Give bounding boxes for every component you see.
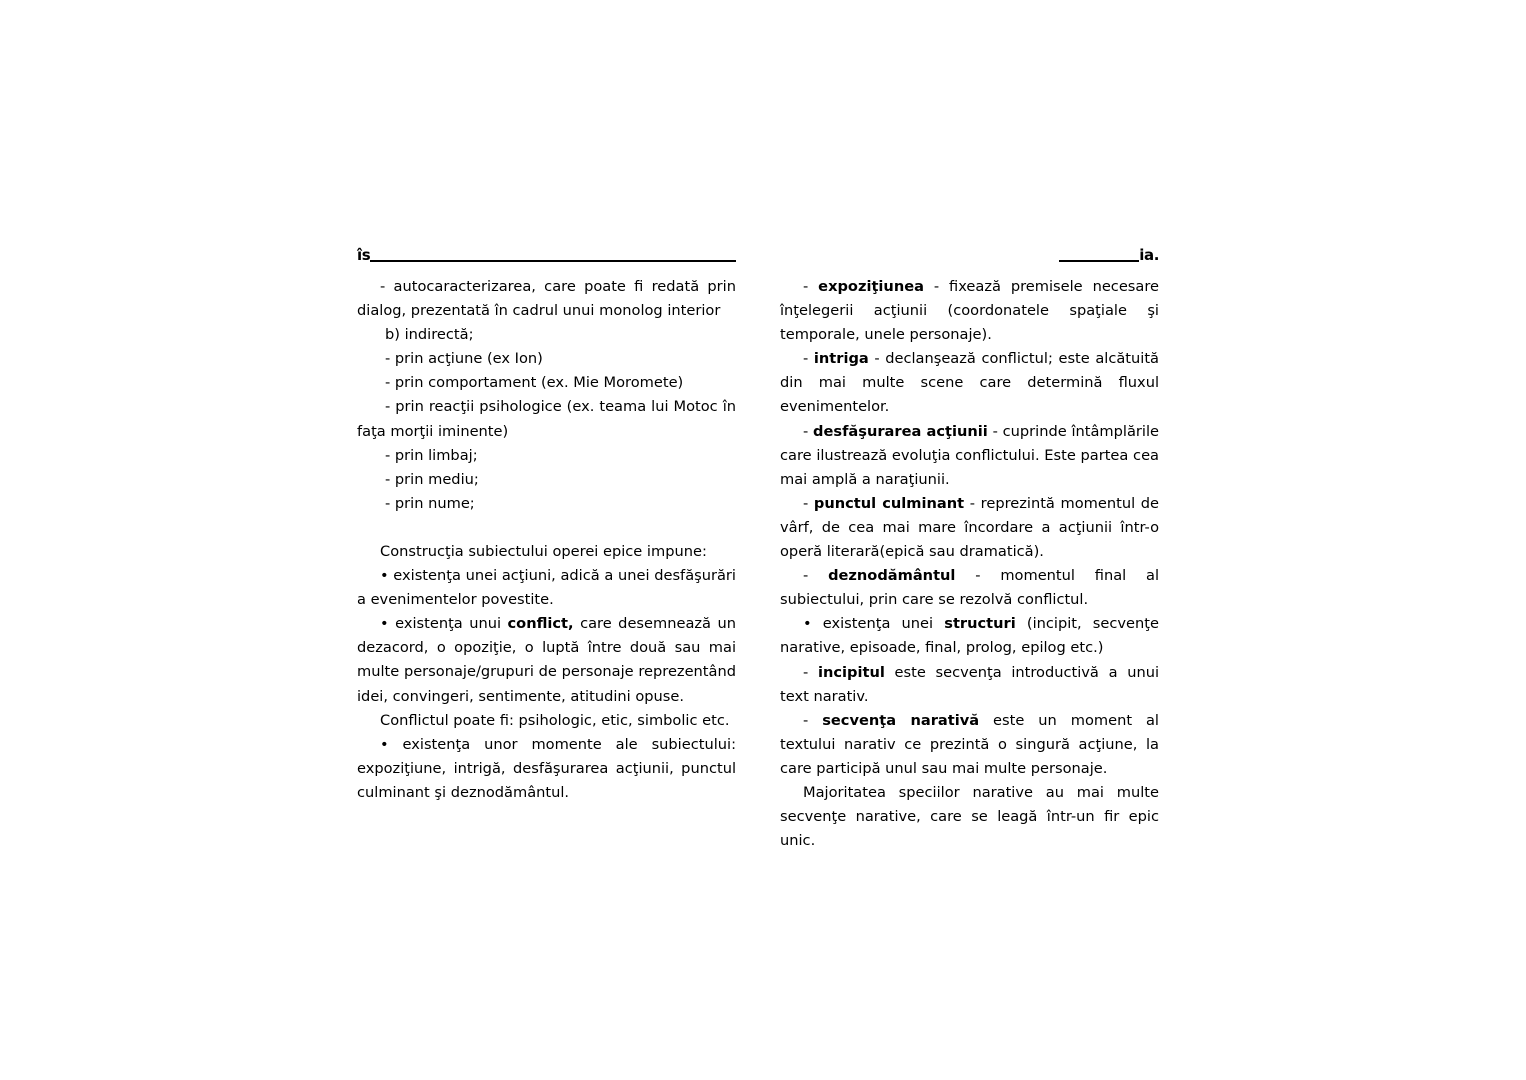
list-item-text: - prin acţiune (ex Ion) (385, 350, 543, 368)
running-head-right-text: ia. (1139, 246, 1159, 264)
running-head-left-text: îs (357, 246, 371, 264)
paragraph (357, 275, 736, 323)
dash-marker: - (803, 711, 823, 729)
term-punctul-culminant: punctul culminant (813, 494, 965, 512)
emphasis-conflict: conflict, (507, 615, 574, 633)
definition-text: - fixează premisele necesare înţelegerii acţiunii (coordonatele spaţiale şi temporale, unele personaje). (780, 278, 1159, 344)
dash-marker: - (803, 422, 814, 440)
text-column-left (357, 275, 736, 805)
definition-text: - declanşează conflictul; este alcătuită din mai multe scene care determină fluxul evenimentelor. (780, 350, 1159, 416)
list-item-text: - prin nume; (385, 494, 475, 512)
running-head-left (357, 248, 736, 263)
dash-marker: - (803, 278, 819, 295)
paragraph (357, 540, 736, 564)
list-item (357, 492, 736, 516)
dash-marker: - (803, 663, 818, 681)
running-head-right-rule (1059, 260, 1139, 262)
definition-text: - momentul final al subiectului, prin care se rezolvă conflictul. (780, 567, 1160, 609)
definition-text: este secvenţa introductivă a unui text narativ. (780, 663, 1160, 705)
definition-item (780, 709, 1159, 781)
paragraph (780, 781, 1159, 853)
running-head-right (1059, 248, 1159, 263)
list-item (357, 323, 736, 347)
bullet-item-text: • existenţa unei acţiuni, adică a unei desfăşurări a evenimentelor povestite. (357, 567, 736, 609)
list-item-text: - prin mediu; (385, 470, 479, 488)
list-item-text: - prin reacţii psihologice (ex. teama lui Motoc în faţa morţii iminente) (357, 398, 736, 440)
paragraph-text: Majoritatea speciilor narative au mai multe secvenţe narative, care se leagă într-un fir epic unic. (780, 783, 1159, 850)
paragraph (357, 709, 736, 733)
dash-marker: - (803, 567, 829, 585)
term-secventa-narativa: secvenţa narativă (822, 711, 980, 729)
paragraph-text: Construcţia subiectului operei epice impune: (380, 542, 707, 560)
term-structuri: structuri (944, 615, 1016, 633)
list-item-text: - prin comportament (ex. Mie Moromete) (385, 374, 684, 392)
running-head-left-rule (370, 260, 736, 262)
list-item (357, 371, 736, 395)
bullet-item-text: • existenţa unor momente ale subiectului: expoziţiune, intrigă, desfăşurarea acţiunii, punctul culminant şi deznodământul. (357, 735, 736, 801)
term-desfasurarea-actiunii: desfăşurarea acţiunii (813, 422, 988, 440)
bullet-item (357, 612, 736, 708)
bullet-item (780, 612, 1159, 660)
list-item (357, 444, 736, 468)
definition-item (780, 564, 1159, 612)
definition-text: - reprezintă momentul de vârf, de cea mai mare încordare a acţiunii într-o operă literară(epică sau dramatică). (780, 494, 1160, 561)
term-expozitiunea: expoziţiunea (818, 278, 924, 295)
list-item (357, 395, 736, 443)
list-item (357, 347, 736, 371)
paragraph-text: - autocaracterizarea, care poate fi redată prin dialog, prezentată în cadrul unui monolog interior (357, 278, 736, 320)
bullet-item-text-cont: care desemnează un dezacord, o opoziţie, o luptă între două sau mai multe personaje/grupuri de personaje reprezentând idei, convingeri, sentimente, atitudini opuse. (357, 615, 736, 705)
definition-item (780, 275, 1159, 347)
term-intriga: intriga (813, 350, 869, 368)
list-item (357, 468, 736, 492)
definition-item (780, 492, 1159, 564)
definition-item (780, 661, 1159, 709)
list-item-text: - prin limbaj; (385, 446, 478, 464)
term-incipitul: incipitul (817, 663, 885, 681)
definition-item (780, 347, 1159, 419)
definition-text: - cuprinde întâmplările care ilustrează evoluţia conflictului. Este partea cea mai amplă a naraţiunii. (780, 422, 1159, 488)
definition-text: este un moment al textului narativ ce prezintă o singură acţiune, la care participă unul sau mai multe personaje. (780, 711, 1159, 777)
dash-marker: - (803, 350, 814, 368)
dash-marker: - (803, 494, 814, 512)
term-deznodamantul: deznodământul (828, 567, 956, 585)
definition-item (780, 420, 1159, 492)
text-column-right (780, 275, 1159, 853)
bullet-item (357, 564, 736, 612)
bullet-item-text: • existenţa unui (380, 615, 508, 633)
bullet-item (357, 733, 736, 805)
paragraph-spacer (357, 516, 736, 540)
list-item-text: b) indirectă; (385, 326, 474, 344)
bullet-item-text-cont: (incipit, secvenţe narative, episoade, final, prolog, epilog etc.) (780, 615, 1159, 657)
running-head (357, 248, 1159, 274)
bullet-item-text: • existenţa unei (803, 615, 945, 633)
paragraph-text: Conflictul poate fi: psihologic, etic, simbolic etc. (380, 711, 730, 729)
